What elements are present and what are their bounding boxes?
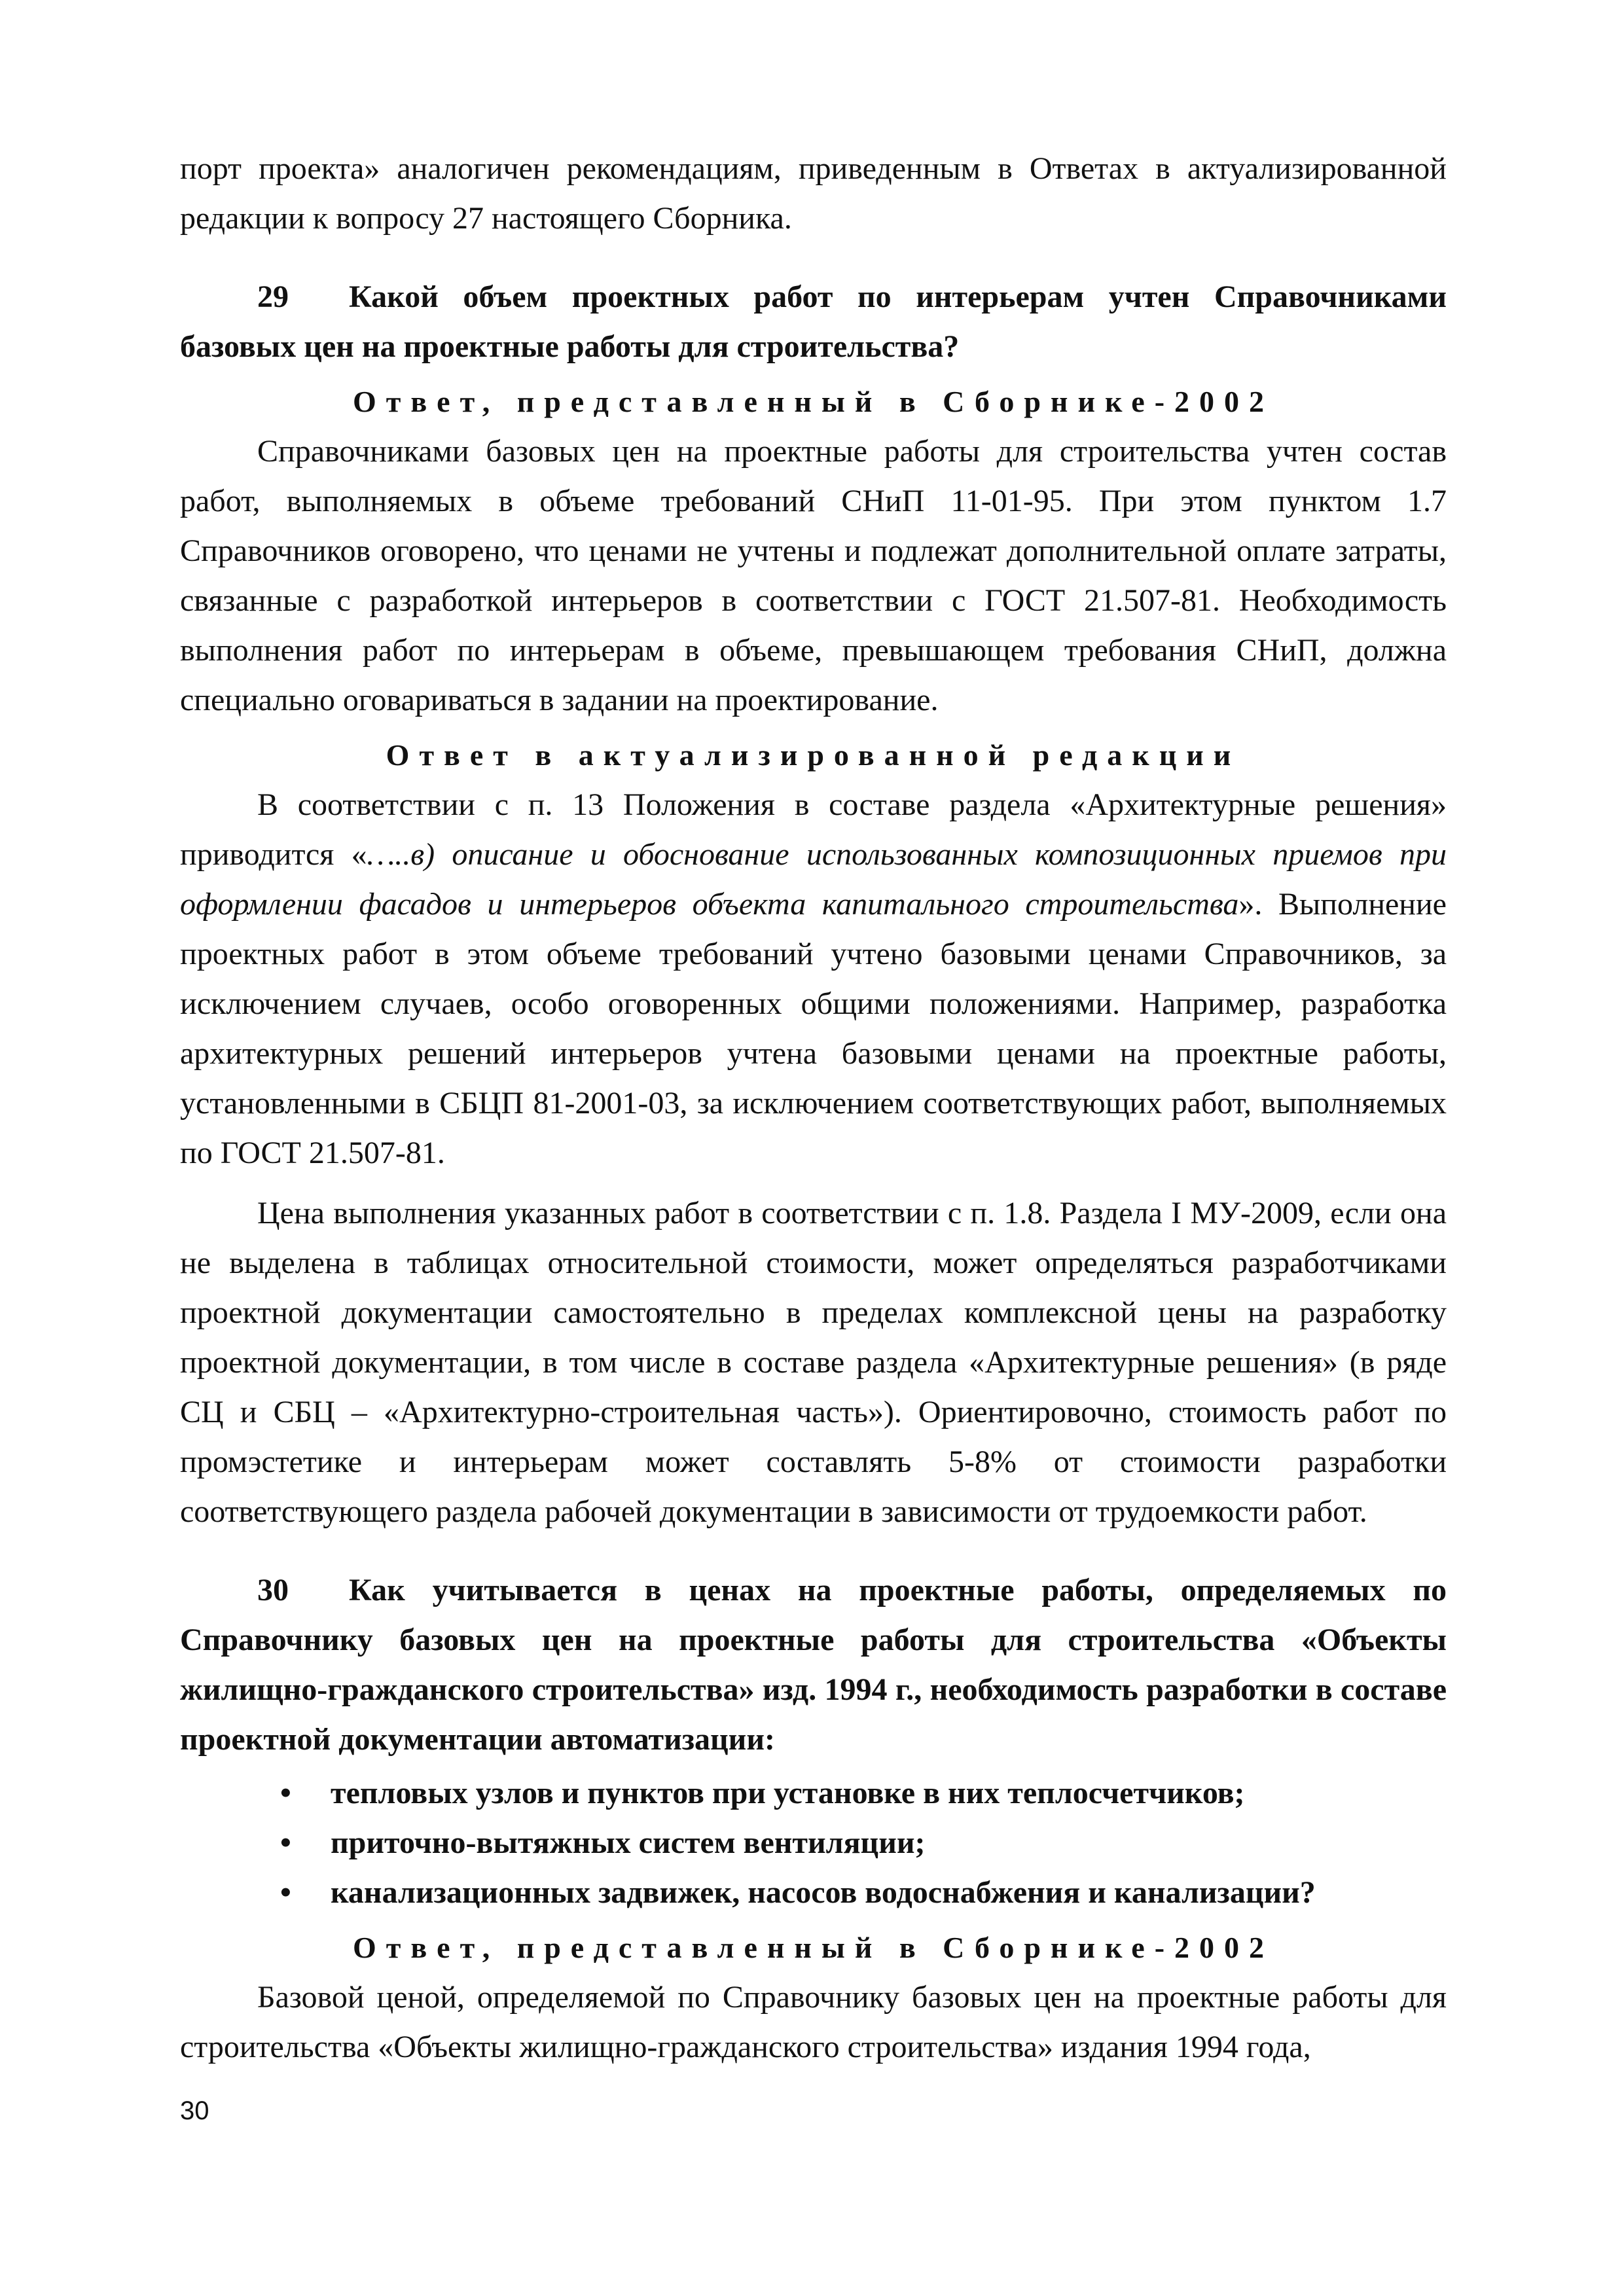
q29-updated-p1-quote: …..в) описание и обоснование использованных композиционных приемов при оформлении фасадов и интерьеров объекта капитального строительства [180, 837, 1447, 922]
question-29-number: 29 [257, 279, 289, 314]
q29-answer-updated-heading: Ответ в актуализированной редакции [386, 738, 1241, 772]
q29-updated-p1-end: ». Выполнение проектных работ в этом объеме требований учтено базовыми ценами Справочников, за исключением случаев, особо оговоренных общими положениями. Например, разработка архитектурных решений интерьеров учтена базовыми ценами на проектные работы, установленными в СБЦП 81-2001-03, за исключением соответствующих работ, выполняемых по ГОСТ 21.507-81. [180, 887, 1447, 1170]
q29-answer-updated-paragraph-1 [180, 780, 1447, 1178]
question-29 [180, 272, 1447, 372]
list-item-text: канализационных задвижек, насосов водоснабжения и канализации? [331, 1875, 1316, 1910]
q29-answer-2002-paragraph: Справочниками базовых цен на проектные работы для строительства учтен состав работ, выполняемых в объеме требований СНиП 11-01-95. При этом пунктом 1.7 Справочников оговорено, что ценами не учтены и подлежат дополнительной оплате затраты, связанные с разработкой интерьеров в соответствии с ГОСТ 21.507-81. Необходимость выполнения работ по интерьерам в объеме, превышающем требования СНиП, должна специально оговариваться в задании на проектирование. [180, 434, 1447, 717]
list-item [180, 1768, 1447, 1818]
q30-bullet-list [180, 1768, 1447, 1918]
question-30 [180, 1566, 1447, 1765]
q29-updated-p1-start: В соответствии с п. 13 Положения в составе раздела «Архитектурные решения» приводится « [180, 787, 1447, 872]
list-item [180, 1818, 1447, 1868]
bullet-icon: • [280, 1825, 291, 1860]
bullet-icon: • [280, 1776, 291, 1810]
bullet-icon: • [280, 1875, 291, 1910]
q29-answer-updated-paragraph-2: Цена выполнения указанных работ в соответствии с п. 1.8. Раздела I МУ-2009, если она не выделена в таблицах относительной стоимости, может определяться разработчиками проектной документации самостоятельно в пределах комплексной цены на разработку проектной документации, в том числе в составе раздела «Архитектурные решения» (в ряде СЦ и СБЦ – «Архитектурно-строительная часть»). Ориентировочно, стоимость работ по промэстетике и интерьерам может составлять 5-8% от стоимости разработки соответствующего раздела рабочей документации в зависимости от трудоемкости работ. [180, 1196, 1447, 1529]
list-item-text: тепловых узлов и пунктов при установке в них теплосчетчиков; [331, 1776, 1245, 1810]
q29-answer-2002-heading: Ответ, представленный в Сборнике-2002 [352, 385, 1274, 418]
question-29-text: Какой объем проектных работ по интерьерам учтен Справочниками базовых цен на проектные работы для строительства? [180, 279, 1447, 364]
list-item [180, 1868, 1447, 1918]
list-item-text: приточно-вытяжных систем вентиляции; [331, 1825, 926, 1860]
intro-paragraph: порт проекта» аналогичен рекомендациям, приведенным в Ответах в актуализированной редакции к вопросу 27 настоящего Сборника. [180, 151, 1447, 236]
q30-answer-2002-heading: Ответ, представленный в Сборнике-2002 [352, 1931, 1274, 1964]
document-page [180, 144, 1447, 2072]
q30-answer-2002-paragraph: Базовой ценой, определяемой по Справочнику базовых цен на проектные работы для строительства «Объекты жилищно-гражданского строительства» издания 1994 года, [180, 1980, 1447, 2064]
question-30-text: Как учитывается в ценах на проектные работы, определяемых по Справочнику базовых цен на проектные работы для строительства «Объекты жилищно-гражданского строительства» изд. 1994 г., необходимость разработки в составе проектной документации автоматизации: [180, 1573, 1447, 1757]
page-number: 30 [180, 2096, 209, 2125]
question-30-number: 30 [257, 1573, 289, 1607]
